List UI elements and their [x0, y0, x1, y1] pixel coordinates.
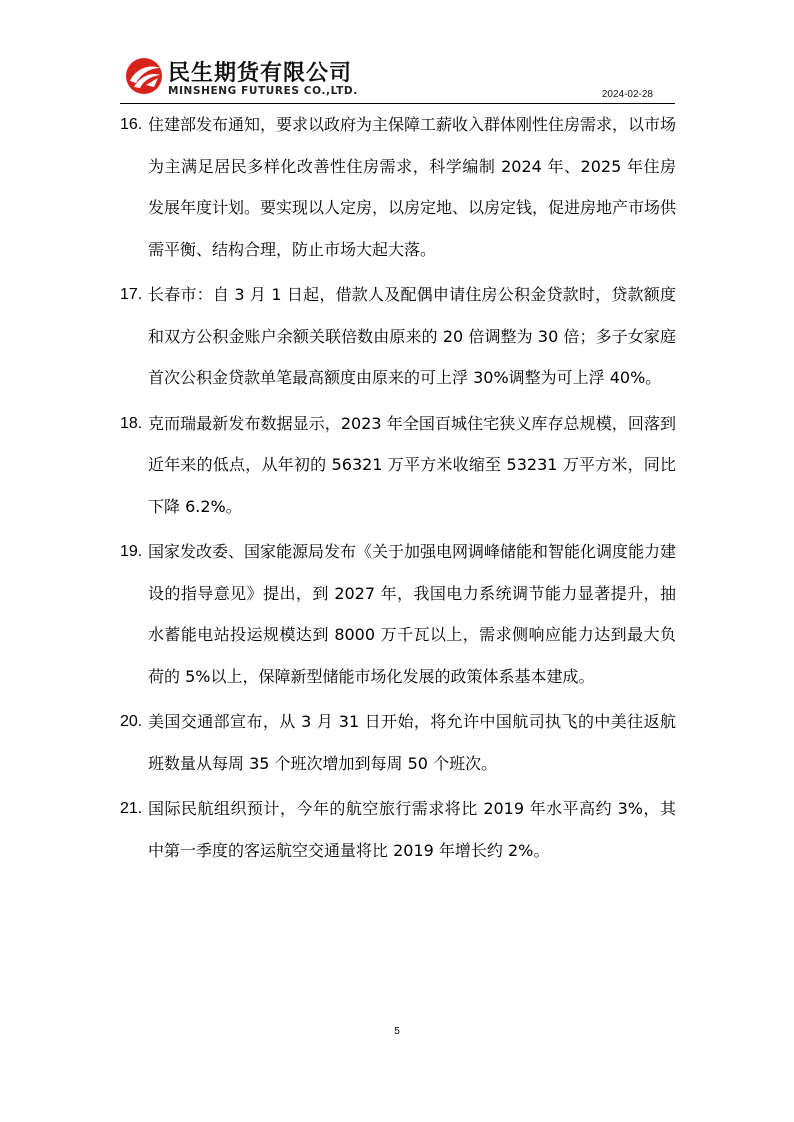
item-number: 16.	[120, 116, 143, 133]
item-number: 20.	[120, 713, 143, 730]
list-item	[120, 531, 676, 697]
header-date: 2024-02-28	[601, 89, 653, 100]
item-text: 长春市：自 3 月 1 日起，借款人及配偶申请住房公积金贷款时，贷款额度和双方公积金账户余额关联倍数由原来的 20 倍调整为 30 倍；多子女家庭首次公积金贷款单笔最高额度由原来的可上浮 30%调整为可上浮 40%。	[148, 285, 676, 387]
item-text: 国家发改委、国家能源局发布《关于加强电网调峰储能和智能化调度能力建设的指导意见》提出，到 2027 年，我国电力系统调节能力显著提升，抽水蓄能电站投运规模达到 8000 万千瓦以上，需求侧响应能力达到最大负荷的 5%以上，保障新型储能市场化发展的政策体系基本建成。	[148, 542, 677, 686]
item-text: 住建部发布通知，要求以政府为主保障工薪收入群体刚性住房需求，以市场为主满足居民多样化改善性住房需求，科学编制 2024 年、2025 年住房发展年度计划。要实现以人定房，以房定地、以房定钱，促进房地产市场供需平衡、结构合理，防止市场大起大落。	[148, 115, 677, 259]
news-list	[120, 104, 676, 875]
company-name-cn: 民生期货有限公司	[168, 61, 353, 86]
list-item	[120, 701, 676, 784]
list-item	[120, 788, 676, 871]
company-name-en: MINSHENG FUTURES CO.,LTD.	[168, 85, 358, 97]
item-text: 国际民航组织预计，今年的航空旅行需求将比 2019 年水平高约 3%，其中第一季度的客运航空交通量将比 2019 年增长约 2%。	[148, 799, 676, 860]
page-number: 5	[394, 1026, 400, 1037]
item-number: 21.	[120, 800, 143, 817]
minsheng-logo-icon	[124, 56, 164, 96]
item-number: 17.	[120, 286, 143, 303]
list-item	[120, 403, 676, 528]
page-header	[120, 52, 675, 104]
item-number: 19.	[120, 543, 143, 560]
list-item	[120, 104, 676, 270]
item-number: 18.	[120, 414, 143, 432]
item-text: 克而瑞最新发布数据显示，2023 年全国百城住宅狭义库存总规模，回落到近年来的低点，从年初的 56321 万平方米收缩至 53231 万平方米，同比下降 6.2%。	[148, 413, 676, 516]
list-item	[120, 274, 676, 399]
item-text: 美国交通部宣布，从 3 月 31 日开始，将允许中国航司执飞的中美往返航班数量从每周 35 个班次增加到每周 50 个班次。	[148, 712, 676, 773]
